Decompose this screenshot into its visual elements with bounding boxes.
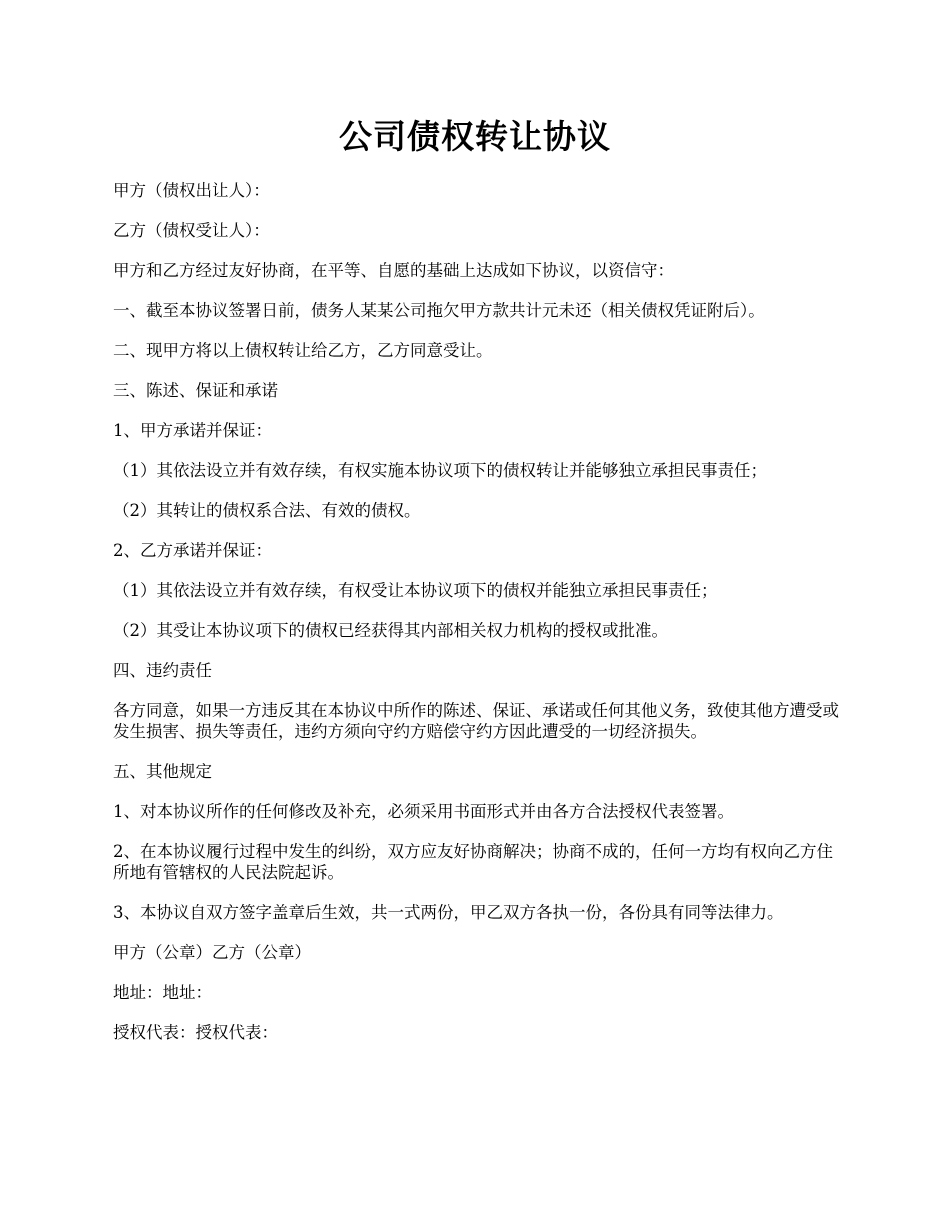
document-title: 公司债权转让协议 (339, 117, 611, 156)
other-provision-1: 1、对本协议所作的任何修改及补充，必须采用书面形式并由各方合法授权代表签署。 (113, 802, 734, 821)
party-b-warranty-item-2: （2）其受让本协议项下的债权已经获得其内部相关权力机构的授权或批准。 (113, 621, 668, 640)
party-a-warranty-item-1: （1）其依法设立并有效存续，有权实施本协议项下的债权转让并能够独立承担民事责任； (113, 461, 767, 480)
preamble-paragraph: 甲方和乙方经过友好协商，在平等、自愿的基础上达成如下协议，以资信守： (113, 261, 674, 280)
document-body (113, 180, 848, 1062)
seal-line: 甲方（公章）乙方（公章） (113, 943, 311, 962)
party-a-warranty-heading: 1、甲方承诺并保证： (113, 421, 272, 440)
clause-1-paragraph: 一、截至本协议签署日前，债务人某某公司拖欠甲方款共计元未还（相关债权凭证附后）。 (113, 301, 765, 320)
section-3-heading: 三、陈述、保证和承诺 (113, 381, 278, 400)
authorized-rep-line: 授权代表：授权代表： (113, 1023, 278, 1042)
breach-liability-paragraph: 各方同意，如果一方违反其在本协议中所作的陈述、保证、承诺或任何其他义务，致使其他方遭受或发生损害、损失等责任，违约方须向守约方赔偿守约方因此遭受的一切经济损失。 (113, 701, 839, 741)
party-a-line: 甲方（债权出让人）： (113, 181, 270, 200)
party-b-line: 乙方（债权受让人）： (113, 221, 270, 240)
other-provision-3: 3、本协议自双方签字盖章后生效，共一式两份，甲乙双方各执一份，各份具有同等法律力。 (113, 903, 784, 922)
section-5-heading: 五、其他规定 (113, 762, 212, 781)
other-provision-2: 2、在本协议履行过程中发生的纠纷，双方应友好协商解决；协商不成的，任何一方均有权向乙方住所地有管辖权的人民法院起诉。 (113, 842, 833, 882)
clause-2-paragraph: 二、现甲方将以上债权转让给乙方，乙方同意受让。 (113, 341, 493, 360)
party-a-warranty-item-2: （2）其转让的债权系合法、有效的债权。 (113, 501, 421, 520)
party-b-warranty-item-1: （1）其依法设立并有效存续，有权受让本协议项下的债权并能独立承担民事责任； (113, 581, 718, 600)
address-line: 地址：地址： (113, 983, 212, 1002)
section-4-heading: 四、违约责任 (113, 661, 212, 680)
party-b-warranty-heading: 2、乙方承诺并保证： (113, 541, 272, 560)
